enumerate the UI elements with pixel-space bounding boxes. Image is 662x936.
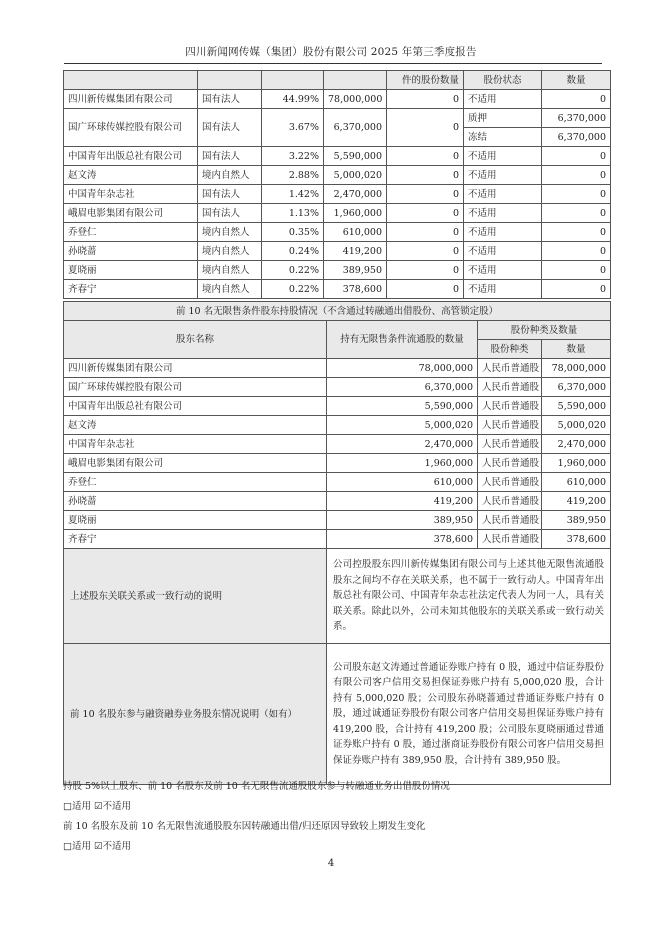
holder-nature: 境内自然人: [198, 166, 262, 185]
holder-restricted: 0: [387, 261, 464, 280]
holder-restricted: 0: [387, 242, 464, 261]
holder-restricted: 0: [387, 185, 464, 204]
holder-shares: 419,200: [327, 492, 478, 511]
share-type: 人民币普通股: [478, 511, 542, 530]
holder-name: 国广环球传媒控股有限公司: [64, 109, 198, 147]
table-header-row: [64, 71, 611, 90]
share-type: 人民币普通股: [478, 416, 542, 435]
holder-shares: 78,000,000: [327, 359, 478, 378]
table-row: [64, 492, 611, 511]
table-row: [64, 397, 611, 416]
holder-pct: 44.99%: [262, 90, 324, 109]
section-title-row: [64, 302, 611, 321]
holder-shares: 5,000,020: [327, 416, 478, 435]
holder-pct: 2.88%: [262, 166, 324, 185]
related-parties-text: 公司控股股东四川新传媒集团有限公司与上述其他无限售流通股股东之间均不存在关联关系，也不属于一致行动人。中国青年出版总社有限公司、中国青年杂志社法定代表人为同一人，具有关联关系。除此以外，公司未知其他股东的关联关系或一致行动关系。: [327, 549, 611, 644]
holder-shares: 6,370,000: [327, 378, 478, 397]
header-pledge-note: 件的股份数量: [387, 71, 464, 90]
table-row: [64, 185, 611, 204]
margin-trading-label: 前 10 名股东参与融资融券业务股东情况说明（如有）: [64, 644, 327, 785]
lending-applicability: □适用 ☑不适用: [63, 801, 132, 812]
lending-change-heading: 前 10 名股东及前 10 名无限售流通股股东因转融通出借/归还原因导致较上期发生变化: [63, 821, 426, 832]
holder-pct: 0.22%: [262, 261, 324, 280]
holder-shares: 389,950: [324, 261, 387, 280]
share-qty: 78,000,000: [542, 359, 611, 378]
table-row: [64, 530, 611, 549]
related-parties-row: [64, 549, 611, 644]
holder-pct: 3.22%: [262, 147, 324, 166]
section-title: 前 10 名无限售条件股东持股情况（不含通过转融通出借股份、高管锁定股）: [64, 302, 611, 321]
holder-shares: 419,200: [324, 242, 387, 261]
holder-restricted: 0: [387, 223, 464, 242]
table-row: [64, 511, 611, 530]
holder-status: 不适用: [464, 204, 542, 223]
holder-qty: 0: [542, 185, 611, 204]
table-row: [64, 204, 611, 223]
holder-nature: 国有法人: [198, 90, 262, 109]
share-type: 人民币普通股: [478, 473, 542, 492]
holder-status: 质押: [464, 109, 542, 128]
margin-trading-text: 公司股东赵文涛通过普通证券账户持有 0 股，通过中信证券股份有限公司客户信用交易担保证券账户持有 5,000,020 股，合计持有 5,000,020 股；公司股东孙晓蔷通过普通证券账户持有 0 股，通过诚通证券股份有限公司客户信用交易担保证券账户持有 419,200 股，合计持有 419,200 股；公司股东夏晓丽通过普通证券账户持有 0 股，通过浙商证券股份有限公司客户信用交易担保证券账户持有 389,950 股，合计持有 389,950 股。: [327, 644, 611, 785]
lending-section-heading: 持股 5%以上股东、前 10 名股东及前 10 名无限售流通股股东参与转融通业务出借股份情况: [63, 781, 450, 792]
share-qty: 5,000,020: [542, 416, 611, 435]
holder-restricted: 0: [387, 204, 464, 223]
share-qty: 378,600: [542, 530, 611, 549]
related-parties-label: 上述股东关联关系或一致行动的说明: [64, 549, 327, 644]
holder-qty: 0: [542, 204, 611, 223]
table-row: [64, 223, 611, 242]
holder-shares: 5,590,000: [324, 147, 387, 166]
holder-qty: 0: [542, 242, 611, 261]
holder-name: 四川新传媒集团有限公司: [64, 90, 198, 109]
top-shareholders-table: [63, 70, 611, 299]
holder-nature: 境内自然人: [198, 223, 262, 242]
holder-name: 孙晓蔷: [64, 242, 198, 261]
holder-name: 夏晓丽: [64, 261, 198, 280]
table-row: [64, 166, 611, 185]
holder-shares: 5,000,020: [324, 166, 387, 185]
header-qty: 数量: [542, 71, 611, 90]
header-share-qty: 数量: [542, 340, 611, 359]
holder-name: 四川新传媒集团有限公司: [64, 359, 327, 378]
holder-shares: 378,600: [324, 280, 387, 299]
holder-restricted: 0: [387, 109, 464, 147]
table-row: [64, 435, 611, 454]
header-rule: [64, 63, 602, 64]
share-type: 人民币普通股: [478, 378, 542, 397]
holder-qty: 0: [542, 166, 611, 185]
table-row: [64, 280, 611, 299]
holder-nature: 国有法人: [198, 185, 262, 204]
holder-qty: 0: [542, 280, 611, 299]
holder-restricted: 0: [387, 280, 464, 299]
share-qty: 5,590,000: [542, 397, 611, 416]
holder-name: 孙晓蔷: [64, 492, 327, 511]
holder-name: 国广环球传媒控股有限公司: [64, 378, 327, 397]
holder-shares: 6,370,000: [324, 109, 387, 147]
holder-nature: 国有法人: [198, 147, 262, 166]
holder-status: 不适用: [464, 261, 542, 280]
table-row: [64, 473, 611, 492]
holder-shares: 389,950: [327, 511, 478, 530]
lending-change-applicability: □适用 ☑不适用: [63, 841, 132, 852]
table-row: [64, 242, 611, 261]
holder-name: 赵文涛: [64, 166, 198, 185]
report-header-title: 四川新闻网传媒（集团）股份有限公司 2025 年第三季度报告: [185, 46, 477, 58]
holder-qty: 6,370,000: [542, 128, 611, 147]
share-type: 人民币普通股: [478, 454, 542, 473]
holder-name: 齐春宁: [64, 280, 198, 299]
header-unrestricted-shares: 持有无限售条件流通股的数量: [327, 321, 478, 359]
holder-shares: 610,000: [324, 223, 387, 242]
holder-shares: 2,470,000: [324, 185, 387, 204]
holder-shares: 78,000,000: [324, 90, 387, 109]
share-qty: 389,950: [542, 511, 611, 530]
header-share-type: 股份种类: [478, 340, 542, 359]
holder-shares: 1,960,000: [327, 454, 478, 473]
holder-restricted: 0: [387, 166, 464, 185]
holder-name: 峨眉电影集团有限公司: [64, 454, 327, 473]
holder-qty: 6,370,000: [542, 109, 611, 128]
header-type-group: 股份种类及数量: [478, 321, 611, 340]
holder-nature: 国有法人: [198, 109, 262, 147]
holder-pct: 0.35%: [262, 223, 324, 242]
share-qty: 1,960,000: [542, 454, 611, 473]
holder-status: 不适用: [464, 185, 542, 204]
holder-pct: 1.42%: [262, 185, 324, 204]
holder-name: 乔登仁: [64, 473, 327, 492]
holder-status: 不适用: [464, 147, 542, 166]
share-qty: 419,200: [542, 492, 611, 511]
holder-restricted: 0: [387, 147, 464, 166]
unrestricted-shareholders-table: [63, 301, 611, 785]
holder-name: 夏晓丽: [64, 511, 327, 530]
share-qty: 2,470,000: [542, 435, 611, 454]
holder-nature: 境内自然人: [198, 261, 262, 280]
holder-shares: 378,600: [327, 530, 478, 549]
holder-shares: 610,000: [327, 473, 478, 492]
holder-pct: 1.13%: [262, 204, 324, 223]
holder-status: 不适用: [464, 223, 542, 242]
share-qty: 6,370,000: [542, 378, 611, 397]
holder-nature: 国有法人: [198, 204, 262, 223]
holder-status: 不适用: [464, 242, 542, 261]
holder-nature: 境内自然人: [198, 242, 262, 261]
holder-qty: 0: [542, 90, 611, 109]
holder-status: 不适用: [464, 90, 542, 109]
holder-status: 不适用: [464, 166, 542, 185]
holder-restricted: 0: [387, 90, 464, 109]
table-row: [64, 109, 611, 128]
table-row: [64, 454, 611, 473]
share-type: 人民币普通股: [478, 359, 542, 378]
table-row: [64, 416, 611, 435]
holder-name: 乔登仁: [64, 223, 198, 242]
table-row: [64, 147, 611, 166]
table-header-row: [64, 321, 611, 340]
holder-name: 峨眉电影集团有限公司: [64, 204, 198, 223]
share-type: 人民币普通股: [478, 492, 542, 511]
holder-name: 中国青年杂志社: [64, 185, 198, 204]
holder-pct: 0.22%: [262, 280, 324, 299]
page-number: 4: [327, 858, 335, 869]
holder-qty: 0: [542, 261, 611, 280]
table-row: [64, 378, 611, 397]
holder-name: 赵文涛: [64, 416, 327, 435]
header-status: 股份状态: [464, 71, 542, 90]
holder-name: 中国青年出版总社有限公司: [64, 147, 198, 166]
holder-pct: 0.24%: [262, 242, 324, 261]
holder-name: 中国青年出版总社有限公司: [64, 397, 327, 416]
holder-pct: 3.67%: [262, 109, 324, 147]
share-qty: 610,000: [542, 473, 611, 492]
holder-shares: 2,470,000: [327, 435, 478, 454]
holder-shares: 5,590,000: [327, 397, 478, 416]
header-holder-name: 股东名称: [64, 321, 327, 359]
table-row: [64, 90, 611, 109]
table-row: [64, 359, 611, 378]
table-row: [64, 261, 611, 280]
holder-qty: 0: [542, 147, 611, 166]
holder-nature: 境内自然人: [198, 280, 262, 299]
holder-name: 齐春宁: [64, 530, 327, 549]
share-type: 人民币普通股: [478, 435, 542, 454]
holder-shares: 1,960,000: [324, 204, 387, 223]
share-type: 人民币普通股: [478, 397, 542, 416]
margin-trading-row: [64, 644, 611, 785]
share-type: 人民币普通股: [478, 530, 542, 549]
holder-status: 冻结: [464, 128, 542, 147]
holder-name: 中国青年杂志社: [64, 435, 327, 454]
holder-status: 不适用: [464, 280, 542, 299]
holder-qty: 0: [542, 223, 611, 242]
